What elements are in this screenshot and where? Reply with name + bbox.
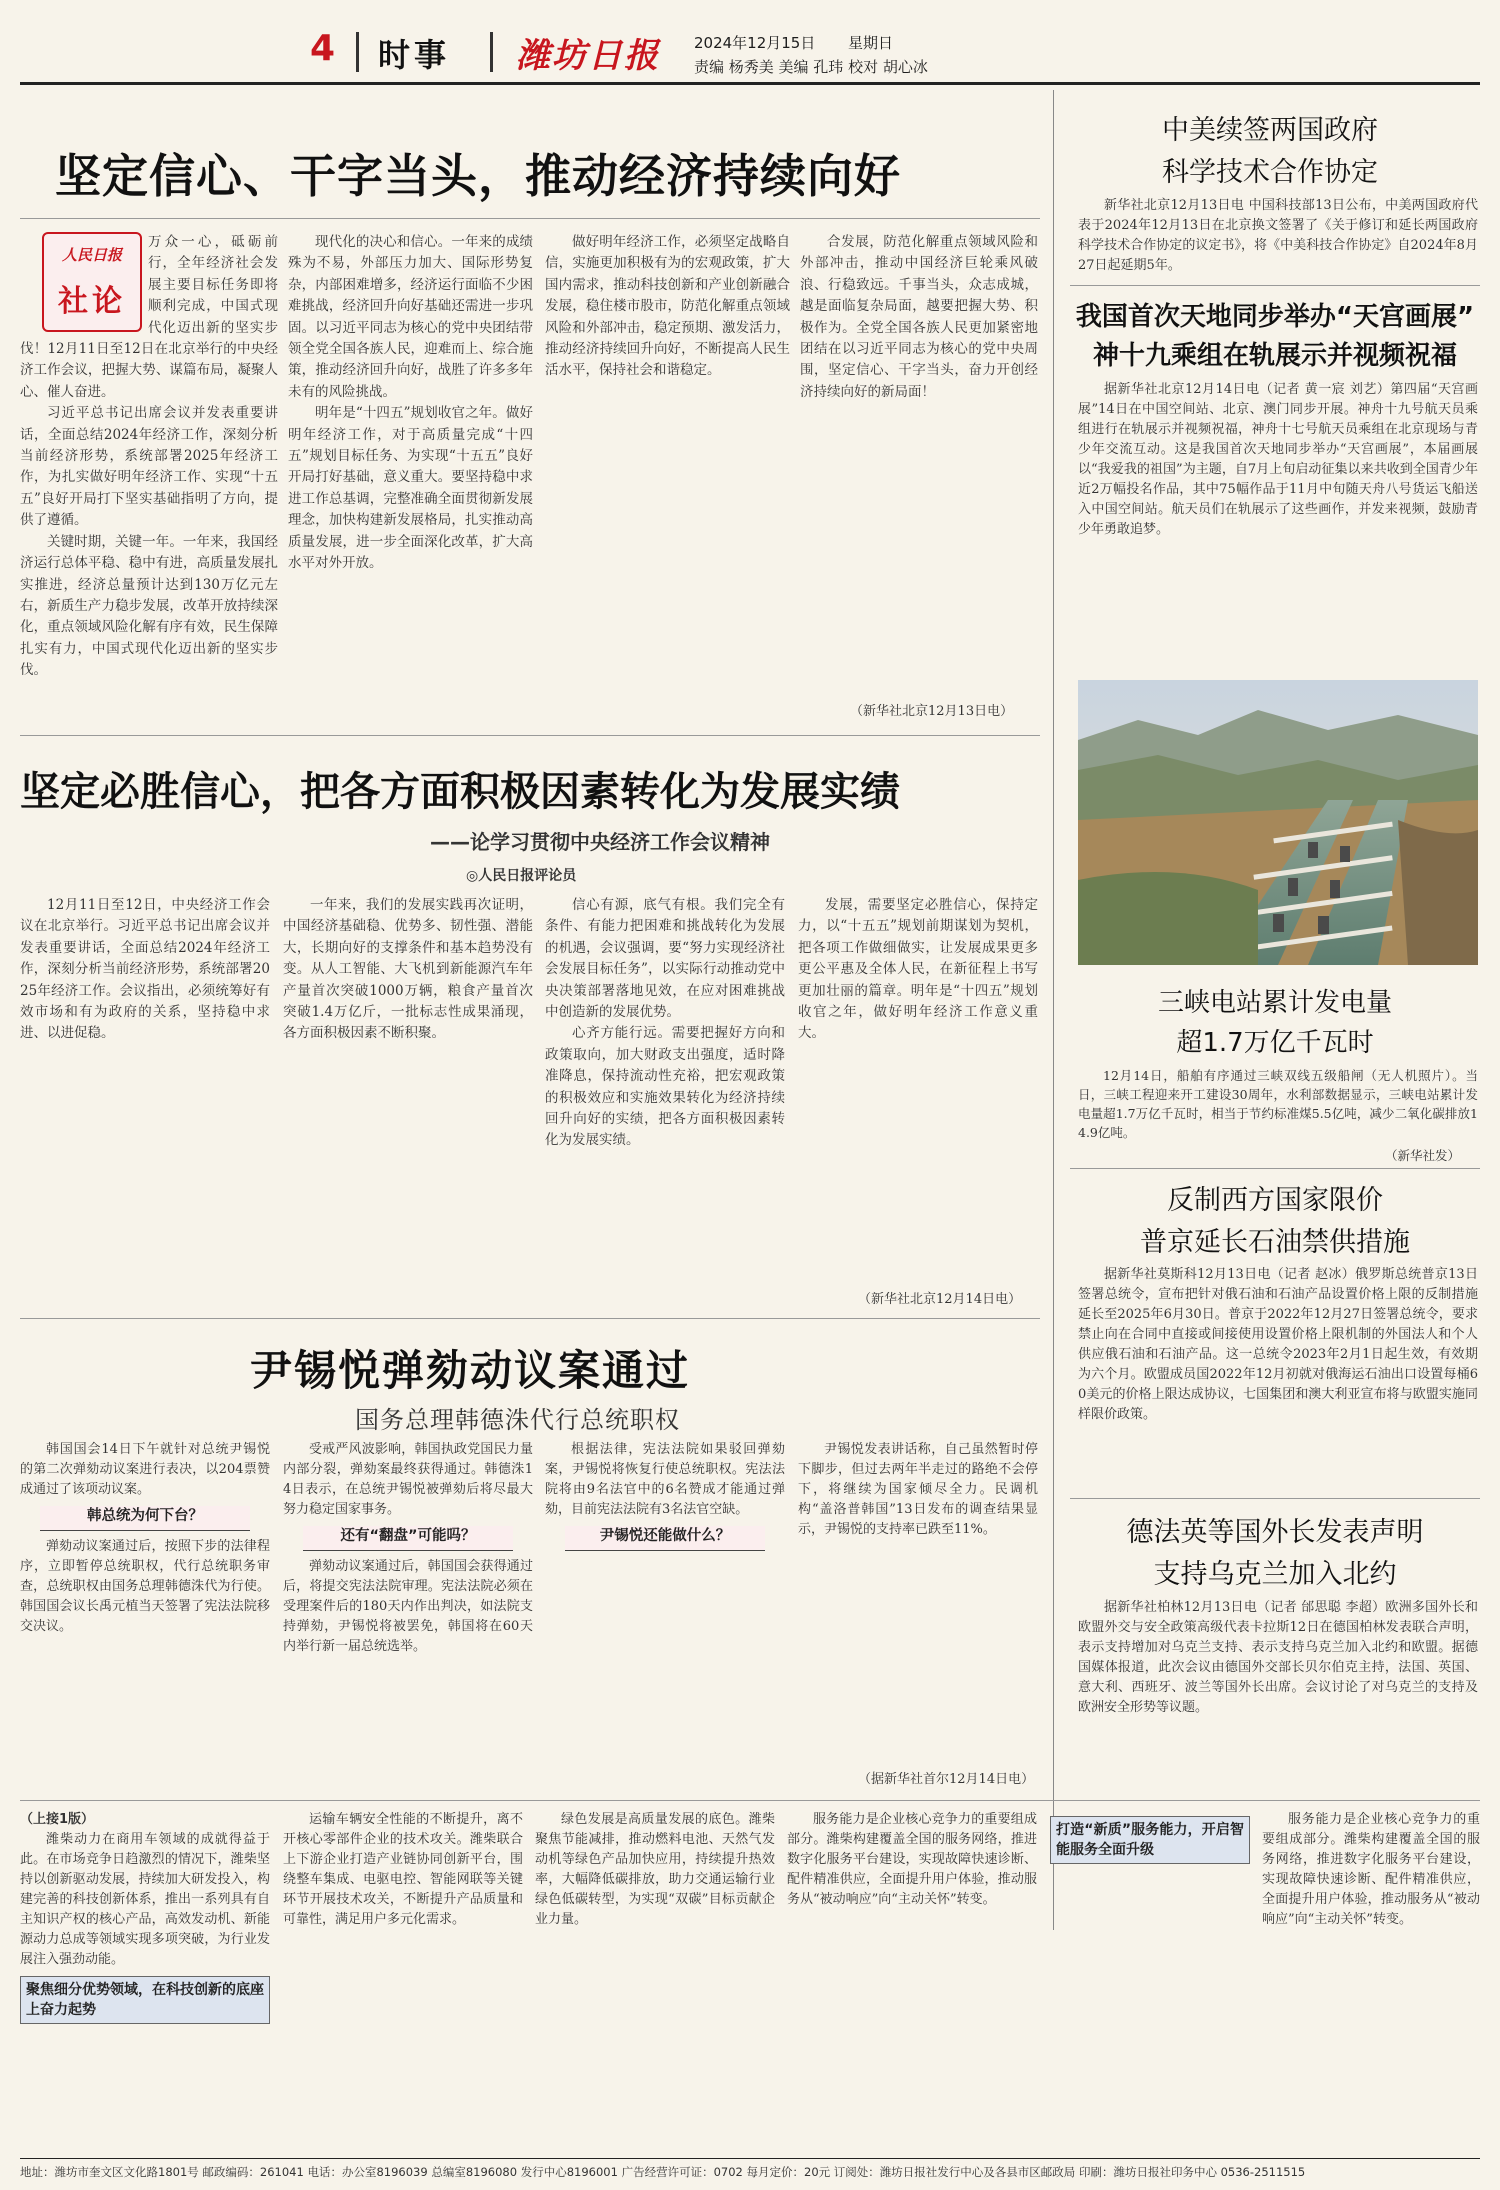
lead-paragraph: 关键时期，关键一年。一年来，我国经济运行总体平稳、稳中有进，高质量发展扎实推进，经济总量预计达到130万亿元左右，新质生产力稳步发展，改革开放持续深化，重点领域风险化解有序有效，民生保障扎实有力，中国式现代化迈出新的坚实步伐。	[20, 533, 278, 679]
third-paragraph: 韩国国会14日下午就针对总统尹锡悦的第二次弹劾动议案进行表决，以204票赞成通过了该项动议案。	[20, 1442, 270, 1497]
photo-caption: 12月14日，船舶有序通过三峡双线五级船闸（无人机照片）。当日，三峡工程迎来开工建设30周年，水利部数据显示，三峡电站累计发电量超1.7万亿千瓦时，相当于节约标准煤5.5亿吨，减少二氧化碳排放14.9亿吨。	[1078, 1068, 1478, 1140]
continuation-paragraph: 绿色发展是高质量发展的底色。潍柴聚焦节能减排，推动燃料电池、天然气发动机等绿色产品加快应用，持续提升热效率，大幅降低碳排放，助力交通运输行业绿色低碳转型，为实现“双碳”目标贡献企业力量。	[535, 1812, 775, 1927]
subhead-box: 聚焦细分优势领域，在科技创新的底座上奋力起势	[20, 1976, 270, 2024]
side-rule	[1070, 285, 1480, 286]
continuation-col2	[283, 1810, 523, 2150]
issue-weekday: 星期日	[848, 34, 894, 52]
section-rule	[20, 1800, 1480, 1801]
third-headline: 尹锡悦弹劾动议案通过	[250, 1346, 691, 1395]
third-body-col2	[283, 1440, 533, 1790]
three-gorges-photo	[1078, 680, 1478, 965]
second-subtitle: ——论学习贯彻中央经济工作会议精神	[430, 830, 770, 854]
second-body-col3	[545, 895, 785, 1310]
second-body-col1	[20, 895, 270, 1310]
paper-logo: 潍坊日报	[516, 36, 660, 76]
lead-paragraph: 做好明年经济工作，必须坚定战略自信，实施更加积极有为的宏观政策，扩大国内需求，推动科技创新和产业创新融合发展，稳住楼市股市，防范化解重点领域风险和外部冲击，稳定预期、激发活力，推动经济持续回升向好，不断提高人民生活水平，保持社会和谐稳定。	[545, 234, 790, 379]
photo-caption-title-line2: 超1.7万亿千瓦时	[1176, 1028, 1374, 1058]
third-subtitle: 国务总理韩德洙代行总统职权	[355, 1406, 680, 1434]
question-box: 尹锡悦还能做什么？	[565, 1526, 765, 1551]
third-credit: （据新华社首尔12月14日电）	[858, 1772, 1035, 1787]
side1-headline-line1: 中美续签两国政府	[1162, 115, 1378, 146]
lead-paragraph: 万众一心，砥砺前行，全年经济社会发展主要目标任务即将顺利完成，中国式现代化迈出新的坚实步伐！12月11日至12日在北京举行的中央经济工作会议，把握大势、谋篇布局，凝聚人心、催人奋进。	[20, 234, 278, 400]
side4-headline-line1: 德法英等国外长发表声明	[1126, 1517, 1424, 1548]
third-paragraph: 受戒严风波影响，韩国执政党国民力量内部分裂，弹劾案最终获得通过。韩德洙14日表示，在总统尹锡悦被弹劾后将尽最大努力稳定国家事务。	[283, 1442, 533, 1517]
third-body-col1	[20, 1440, 270, 1790]
continuation-col1	[20, 1810, 270, 2150]
lead-body-col3	[545, 232, 790, 727]
continuation-paragraph: 服务能力是企业核心竞争力的重要组成部分。潍柴构建覆盖全国的服务网络，推进数字化服务平台建设，实现故障快速诊断、配件精准供应，全面提升用户体验，推动服务从“被动响应”向“主动关怀”转变。	[787, 1812, 1037, 1907]
third-body-col4	[798, 1440, 1038, 1760]
masthead-divider	[356, 32, 359, 72]
side4-body: 据新华社柏林12月13日电（记者 邰思聪 李超）欧洲多国外长和欧盟外交与安全政策高级代表卡拉斯12日在德国柏林发表联合声明，表示支持增加对乌克兰支持、表示支持乌克兰加入北约和欧盟。据德国媒体报道，此次会议由德国外交部长贝尔伯克主持，法国、英国、意大利、西班牙、波兰等国外长出席。会议讨论了对乌克兰的支持及欧洲安全形势等议题。	[1078, 1600, 1478, 1715]
second-headline: 坚定必胜信心，把各方面积极因素转化为发展实绩	[20, 769, 900, 815]
third-paragraph: 弹劾动议案通过后，按照下步的法律程序，立即暂停总统职权，代行总统职务审查，总统职权由国务总理韩德洙代为行使。韩国国会议长禹元植当天签署了宪法法院移交决议。	[20, 1539, 270, 1634]
lead-credit: （新华社北京12月13日电）	[850, 704, 1014, 719]
continuation-label: （上接1版）	[20, 1812, 95, 1827]
side3-headline-line1: 反制西方国家限价	[1167, 1185, 1383, 1216]
logo-bottom-text: 社论	[58, 284, 126, 319]
page-number: 4	[310, 28, 336, 69]
issue-date: 2024年12月15日	[694, 34, 816, 52]
side2-headline-line1: 我国首次天地同步举办“天宫画展”	[1075, 302, 1475, 332]
side2-headline-line2: 神十九乘组在轨展示并视频祝福	[1092, 341, 1457, 371]
second-body-col4	[798, 895, 1038, 1285]
lead-paragraph: 合发展，防范化解重点领域风险和外部冲击，推动中国经济巨轮乘风破浪、行稳致远。千事当头，众志成城，越是面临复杂局面，越要把握大势、积极作为。全党全国各族人民更加紧密地团结在以习近平同志为核心的党中央周围，坚定信心、干字当头，奋力开创经济持续向好的新局面！	[800, 234, 1038, 400]
masthead	[310, 18, 1490, 80]
ship-lock-illustration	[1078, 680, 1478, 965]
photo-caption-title-line1: 三峡电站累计发电量	[1157, 988, 1392, 1018]
column-divider	[1053, 90, 1054, 1930]
section-rule	[20, 735, 1040, 736]
third-paragraph: 弹劾动议案通过后，韩国国会获得通过后，将提交宪法法院审理。宪法法院必须在受理案件后的180天内作出判决，如法院支持弹劾，尹锡悦将被罢免，韩国将在60天内举行新一届总统选举。	[283, 1559, 533, 1654]
lead-body-col4	[800, 232, 1038, 702]
side1-headline-line2: 科学技术合作协定	[1162, 157, 1378, 188]
logo-wrap	[20, 232, 148, 336]
third-body-col3	[545, 1440, 785, 1790]
second-paragraph: 信心有源，底气有根。我们完全有条件、有能力把困难和挑战转化为发展的机遇，会议强调，要“努力实现经济社会发展目标任务”，以实际行动推动党中央决策部署落地见效，在应对困难挑战中创造新的发展优势。	[545, 897, 785, 1021]
section-name: 时事	[378, 36, 451, 74]
continuation-paragraph: 服务能力是企业核心竞争力的重要组成部分。潍柴构建覆盖全国的服务网络，推进数字化服务平台建设，实现故障快速诊断、配件精准供应，全面提升用户体验，推动服务从“被动响应”向“主动关怀”转变。	[1262, 1812, 1480, 1927]
lead-paragraph: 明年是“十四五”规划收官之年。做好明年经济工作，对于高质量完成“十四五”规划目标任务、为实现“十五五”良好开局打好基础，意义重大。要坚持稳中求进工作总基调，完整准确全面贯彻新发展理念，加快构建新发展格局，扎实推动高质量发展，进一步全面深化改革，扩大高水平对外开放。	[288, 405, 533, 572]
continuation-paragraph: 运输车辆安全性能的不断提升，离不开核心零部件企业的技术攻关。潍柴联合上下游企业打造产业链协同创新平台，围绕整车集成、电驱电控、智能网联等关键环节开展技术攻关，不断提升产品质量和可靠性，满足用户多元化需求。	[283, 1812, 523, 1927]
third-paragraph: 尹锡悦发表讲话称，自己虽然暂时停下脚步，但过去两年半走过的路绝不会停下，将继续为国家倾尽全力。民调机构“盖洛普韩国”13日发布的调查结果显示，尹锡悦的支持率已跌至11%。	[798, 1442, 1038, 1537]
second-paragraph: 一年来，我们的发展实践再次证明，中国经济基础稳、优势多、韧性强、潜能大，长期向好的支撑条件和基本趋势没有变。从人工智能、大飞机到新能源汽车年产量首次突破1000万辆，粮食产量首次突破1.4万亿斤，一批标志性成果涌现，各方面积极因素不断积聚。	[283, 897, 533, 1042]
footer-text: 地址：潍坊市奎文区文化路1801号 邮政编码：261041 电话：办公室8196039 总编室8196080 发行中心8196001 广告经营许可证：0702 每月定价：20元 订阅处：潍坊日报社发行中心及各县市区邮政局 印刷：潍坊日报社印务中心 0536-2511515	[20, 2165, 1306, 2179]
second-paragraph: 12月11日至12日，中央经济工作会议在北京举行。习近平总书记出席会议并发表重要讲话，全面总结2024年经济工作，深刻分析当前经济形势，系统部署2025年经济工作。会议指出，必须统筹好有效市场和有为政府的关系，坚持稳中求进、以进促稳。	[20, 897, 270, 1042]
second-credit: （新华社北京12月14日电）	[858, 1292, 1022, 1307]
continuation-col4	[787, 1810, 1037, 2150]
side-rule	[1070, 1498, 1480, 1499]
lead-body-col1	[20, 232, 278, 727]
question-box: 韩总统为何下台？	[40, 1506, 250, 1531]
second-body-col2	[283, 895, 533, 1310]
second-paragraph: 发展，需要坚定必胜信心，保持定力，以“十五五”规划前期谋划为契机，把各项工作做细做实，让发展成果更多更公平惠及全体人民，在新征程上书写更加壮丽的篇章。明年是“十四五”规划收官之年，做好明年经济工作意义重大。	[798, 897, 1038, 1042]
lead-body-col2	[288, 232, 533, 727]
side2-body: 据新华社北京12月14日电（记者 黄一宸 刘艺）第四届“天宫画展”14日在中国空间站、北京、澳门同步开展。神舟十九号航天员乘组进行在轨展示并视频祝福，神舟十七号航天员乘组在北京现场与青少年交流互动。这是我国首次天地同步举办“天宫画展”，本届画展以“我爱我的祖国”为主题，自7月上旬启动征集以来共收到全国青少年近2万幅投名作品，其中75幅作品于11月中旬随天舟八号货运飞船送入中国空间站。航天员们在轨展示了这些画作，并发来视频，鼓励青少年勇敢追梦。	[1078, 382, 1478, 537]
side-rule	[1070, 1168, 1480, 1169]
section-rule	[20, 1318, 1040, 1319]
second-paragraph: 心齐方能行远。需要把握好方向和政策取向，加大财政支出强度，适时降准降息，保持流动性充裕，把宏观政策的积极效应和实施效果转化为经济持续回升向好的实绩，把各方面积极因素转化为发展实绩。	[545, 1025, 785, 1149]
continuation-col5	[1050, 1810, 1250, 2150]
masthead-rule	[20, 82, 1480, 85]
side4-headline-line2: 支持乌克兰加入北约	[1153, 1559, 1397, 1590]
question-box: 还有“翻盘”可能吗？	[303, 1526, 513, 1551]
photo-credit: （新华社发）	[1385, 1148, 1461, 1163]
side3-body: 据新华社莫斯科12月13日电（记者 赵冰）俄罗斯总统普京13日签署总统令，宣布把针对俄石油和石油产品设置价格上限的反制措施延长至2025年6月30日。普京于2022年12月27日签署总统令，要求禁止向在合同中直接或间接使用设置价格上限机制的外国法人和个人供应俄石油和石油产品。这一总统令2023年2月1日起生效，有效期为六个月。欧盟成员国2022年12月初就对俄海运石油出口设置每桶60美元的价格上限达成协议，七国集团和澳大利亚宣布将与欧盟实施同样限价政策。	[1078, 1267, 1478, 1422]
continuation-col3	[535, 1810, 775, 2150]
lead-paragraph: 习近平总书记出席会议并发表重要讲话，全面总结2024年经济工作，深刻分析当前经济形势，系统部署2025年经济工作，为扎实做好明年经济工作、实现“十五五”良好开局打下坚实基础指明了方向，提供了遵循。	[20, 405, 278, 529]
second-byline: ◎人民日报评论员	[466, 868, 577, 884]
side1-body: 新华社北京12月13日电 中国科技部13日公布，中美两国政府代表于2024年12月13日在北京换文签署了《关于修订和延长两国政府科学技术合作协定的议定书》，将《中美科技合作协定》自2024年8月27日起延期5年。	[1078, 198, 1478, 273]
subhead-box: 打造“新质”服务能力，开启智能服务全面升级	[1050, 1816, 1250, 1864]
footer-rule	[20, 2158, 1480, 2159]
masthead-divider	[490, 32, 493, 72]
lead-rule	[20, 218, 1040, 219]
logo-top-text: 人民日报	[61, 246, 122, 264]
continuation-paragraph: 潍柴动力在商用车领域的成就得益于此。在市场竞争日趋激烈的情况下，潍柴坚持以创新驱动发展，持续加大研发投入，构建完善的科技创新体系，推出一系列具有自主知识产权的核心产品，高效发动机、新能源动力总成等领域实现多项突破，为行业发展注入强劲动能。	[20, 1832, 270, 1967]
staff-line: 责编 杨秀美 美编 孔玮 校对 胡心冰	[694, 58, 928, 76]
third-paragraph: 根据法律，宪法法院如果驳回弹劾案，尹锡悦将恢复行使总统职权。宪法法院将由9名法官中的6名赞成才能通过弹劾，目前宪法法院有3名法官空缺。	[545, 1442, 785, 1517]
lead-headline: 坚定信心、干字当头，推动经济持续向好	[55, 149, 901, 203]
side3-headline-line2: 普京延长石油禁供措施	[1140, 1227, 1410, 1258]
lead-paragraph: 现代化的决心和信心。一年来的成绩殊为不易，外部压力加大、国际形势复杂，内部困难增多，经济运行面临不少困难挑战，经济回升向好基础还需进一步巩固。以习近平同志为核心的党中央团结带领全党全国各族人民，迎难而上、综合施策，推动经济回升向好，战胜了许多多年未有的风险挑战。	[288, 234, 533, 400]
continuation-col6	[1262, 1810, 1480, 2150]
